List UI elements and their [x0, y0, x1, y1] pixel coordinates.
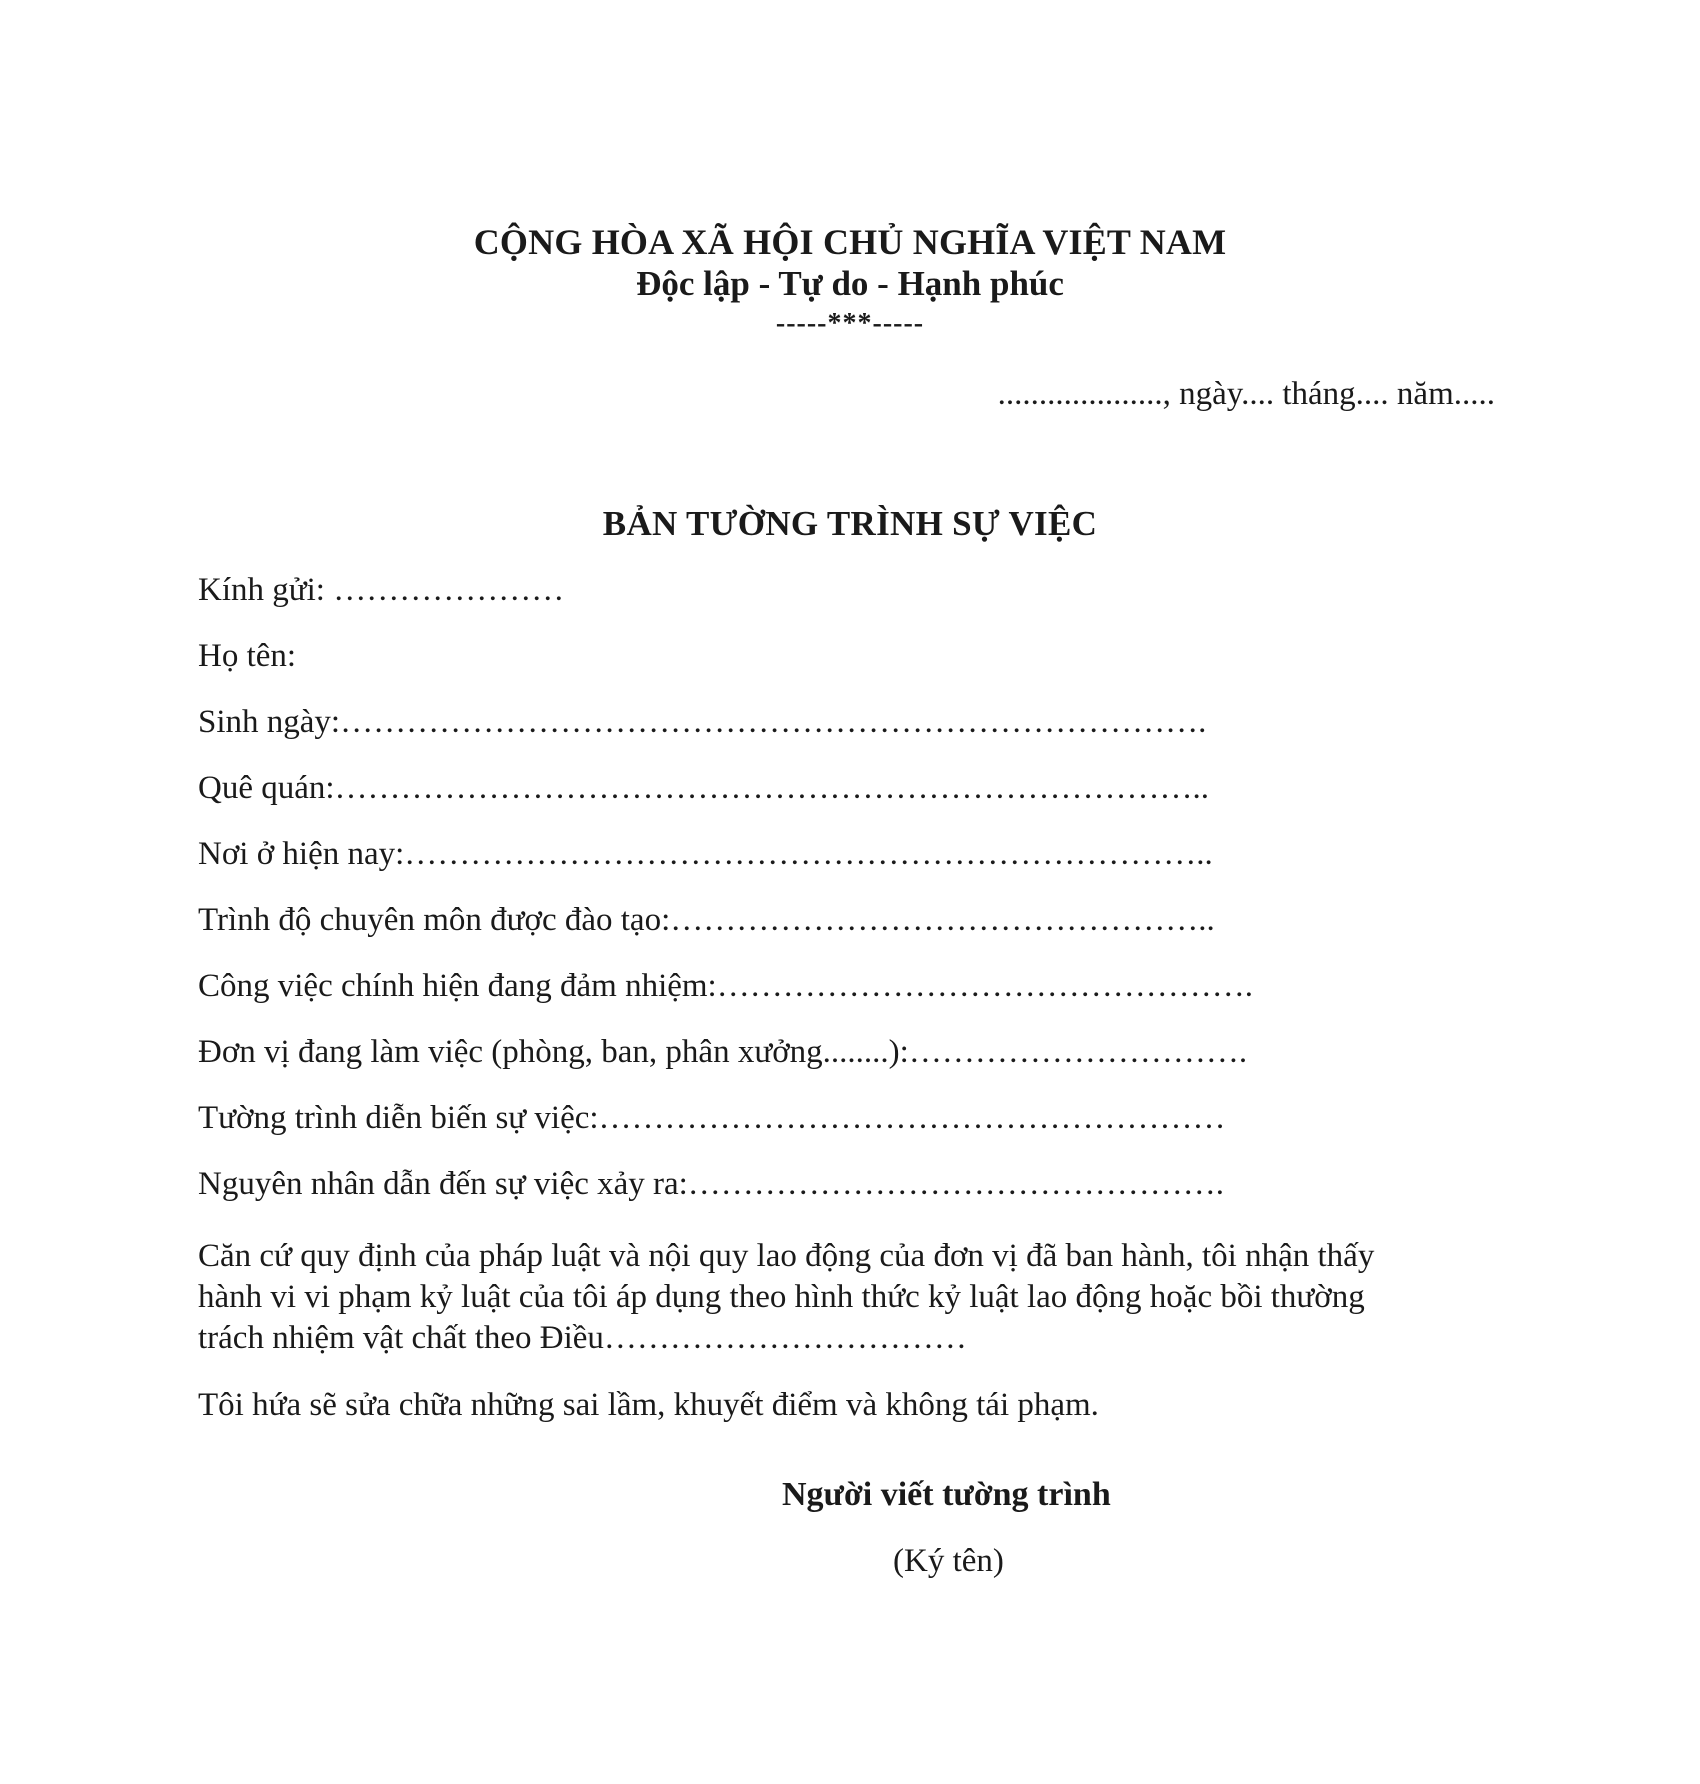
national-motto: Độc lập - Tự do - Hạnh phúc	[636, 264, 1064, 303]
field-current-job: Công việc chính hiện đang đảm nhiệm:………………………………………….	[198, 968, 1253, 1004]
field-hometown: Quê quán:……………………………………………………………………..	[198, 770, 1210, 806]
field-qualification: Trình độ chuyên môn được đào tạo:…………………………………………..	[198, 902, 1215, 938]
national-title: CỘNG HÒA XÃ HỘI CHỦ NGHĨA VIỆT NAM	[473, 222, 1227, 262]
paragraph-line: trách nhiệm vật chất theo Điều……………………………	[198, 1320, 967, 1356]
document-header	[0, 222, 1700, 342]
paragraph-line: Căn cứ quy định của pháp luật và nội quy lao động của đơn vị đã ban hành, tôi nhận thấy	[198, 1238, 1375, 1274]
signer-label: Người viết tường trình	[782, 1476, 1111, 1513]
field-current-address: Nơi ở hiện nay:………………………………………………………………..	[198, 836, 1213, 872]
promise-statement: Tôi hứa sẽ sửa chữa những sai lầm, khuyết điểm và không tái phạm.	[198, 1387, 1099, 1423]
signature-note: (Ký tên)	[893, 1543, 1004, 1579]
header-divider: -----***-----	[775, 308, 925, 339]
field-incident-description: Tường trình diễn biến sự việc:…………………………………………………	[198, 1100, 1226, 1136]
form-fields	[198, 570, 1498, 1230]
place-date-line: ...................., ngày.... tháng.... năm.....	[997, 376, 1495, 412]
field-incident-cause: Nguyên nhân dẫn đến sự việc xảy ra:………………………………………….	[198, 1166, 1225, 1202]
discipline-paragraph	[198, 1236, 1498, 1359]
field-work-unit: Đơn vị đang làm việc (phòng, ban, phân xưởng........):………………………….	[198, 1034, 1248, 1070]
field-date-of-birth: Sinh ngày:…………………………………………………………………….	[198, 704, 1207, 740]
paragraph-line: hành vi vi phạm kỷ luật của tôi áp dụng theo hình thức kỷ luật lao động hoặc bồi thường	[198, 1279, 1365, 1315]
document-title: BẢN TƯỜNG TRÌNH SỰ VIỆC	[602, 504, 1098, 543]
field-recipient: Kính gửi: …………………	[198, 572, 565, 608]
field-full-name: Họ tên:	[198, 638, 297, 674]
